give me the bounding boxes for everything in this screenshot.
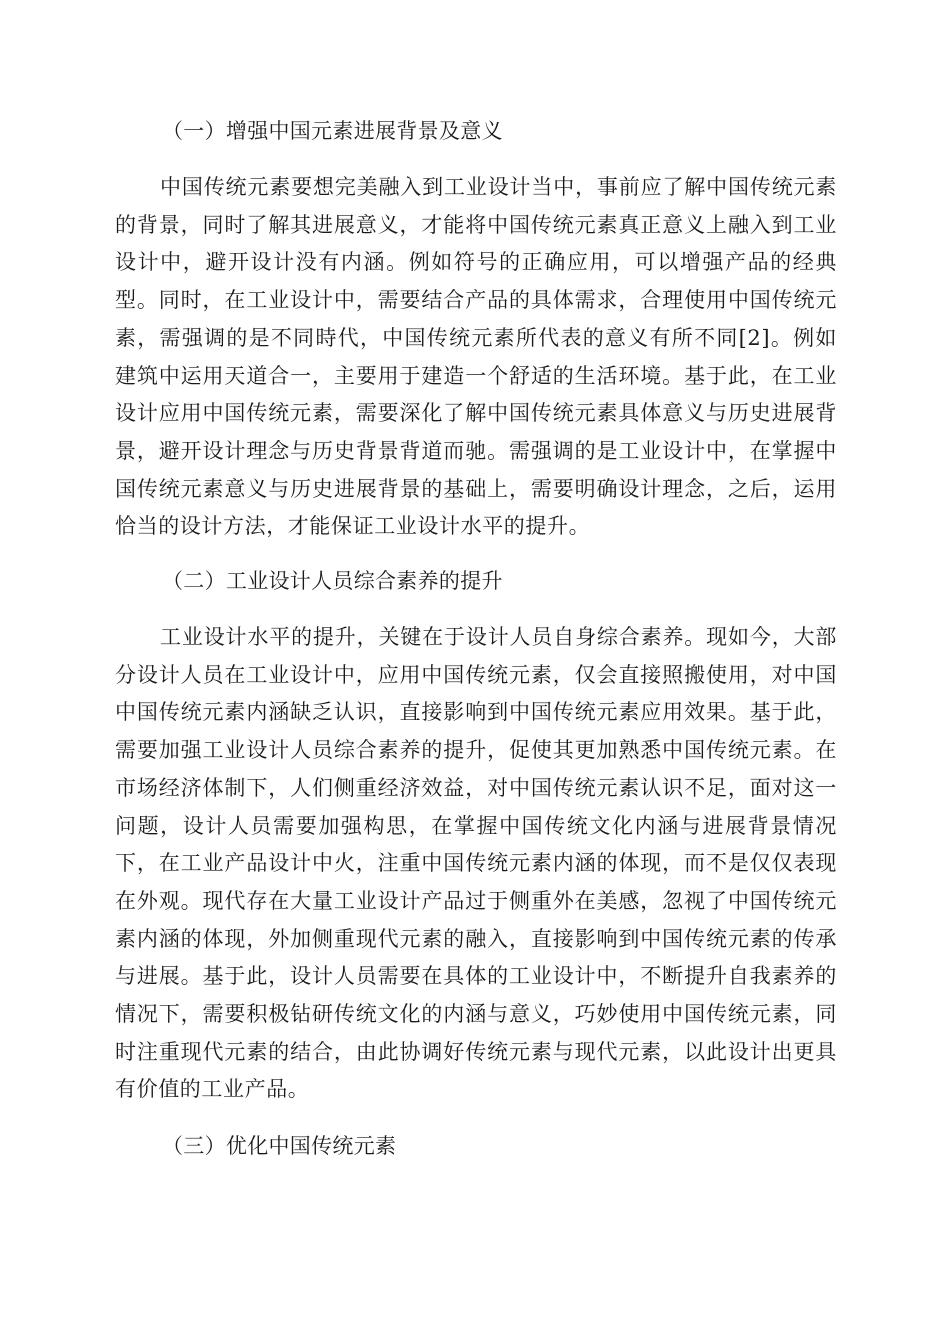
section-heading-3: （三）优化中国传统元素	[162, 1134, 397, 1158]
section-heading-2: （二）工业设计人员综合素养的提升	[162, 569, 503, 593]
section-paragraph-1: 中国传统元素要想完美融入到工业设计当中，事前应了解中国传统元素的背景，同时了解其进展意义，才能将中国传统元素真正意义上融入到工业设计中，避开设计没有内涵。例如符号的正确应用，可以增强产品的经典型。同时，在工业设计中，需要结合产品的具体需求，合理使用中国传统元素，需强调的是不同時代，中国传统元素所代表的意义有所不同[2]。例如建筑中运用天道合一，主要用于建造一个舒适的生活环境。基于此，在工业设计应用中国传统元素，需要深化了解中国传统元素具体意义与历史进展背景，避开设计理念与历史背景背道而驰。需强调的是工业设计中，在掌握中国传统元素意义与历史进展背景的基础上，需要明确设计理念，之后，运用恰当的设计方法，才能保证工业设计水平的提升。	[115, 175, 837, 539]
section-paragraph-2: 工业设计水平的提升，关键在于设计人员自身综合素养。现如今，大部分设计人员在工业设计中，应用中国传统元素，仅会直接照搬使用，对中国中国传统元素内涵缺乏认识，直接影响到中国传统元素应用效果。基于此，需要加强工业设计人员综合素养的提升，促使其更加熟悉中国传统元素。在市场经济体制下，人们侧重经济效益，对中国传统元素认识不足，面对这一问题，设计人员需要加强构思，在掌握中国传统文化内涵与进展背景情况下，在工业产品设计中火，注重中国传统元素内涵的体现，而不是仅仅表现在外观。现代存在大量工业设计产品过于侧重外在美感，忽视了中国传统元素内涵的体现，外加侧重现代元素的融入，直接影响到中国传统元素的传承与进展。基于此，设计人员需要在具体的工业设计中，不断提升自我素养的情况下，需要积极钻研传统文化的内涵与意义，巧妙使用中国传统元素，同时注重现代元素的结合，由此协调好传统元素与现代元素，以此设计出更具有价值的工业产品。	[115, 625, 837, 1102]
section-heading-1: （一）增强中国元素进展背景及意义	[162, 119, 503, 143]
